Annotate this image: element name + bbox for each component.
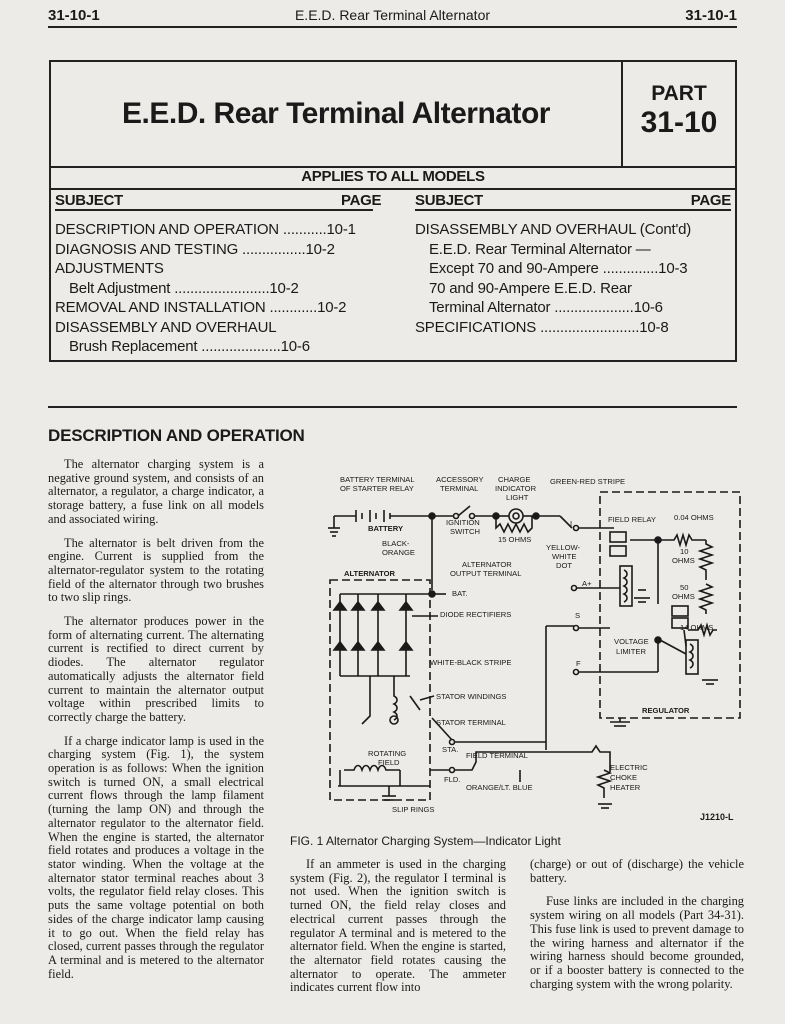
left-column [48,458,264,991]
label-accessory: ACCESSORY [436,475,484,484]
toc-right [415,220,735,337]
label-s: S [575,611,581,620]
toc-item: DESCRIPTION AND OPERATION ...........10-1 [55,221,356,238]
label-004-ohms: 0.04 OHMS [674,513,714,522]
label-orange-blue: ORANGE/LT. BLUE [466,783,533,792]
label-15-ohms: 15 OHMS [498,535,532,544]
label-voltage: VOLTAGE [614,637,649,646]
paragraph: If an ammeter is used in the charging system (Fig. 2), the regulator I terminal is not used. When the ignition switch is turned ON, the field relay closes and electrical current passes through the regulator A terminal and is metered to the alternator field. When the engine is started, the alternator field rotates causing the alternator to operate. The ammeter indicates current flow into [290,857,506,995]
page-header-left: PAGE [341,192,382,209]
label-stator-windings: STATOR WINDINGS [436,692,507,701]
label-green-red: GREEN-RED STRIPE [550,477,626,486]
label-ignition: IGNITION [446,518,480,527]
part-box [623,62,735,168]
section-divider [48,406,737,408]
toc-item: Belt Adjustment ........................10-2 [69,279,299,297]
title-block [49,60,737,362]
middle-column [290,858,506,1005]
label-battery-terminal: BATTERY TERMINAL [340,475,415,484]
label-regulator: REGULATOR [642,706,690,715]
label-10-ohms: OHMS [672,556,695,565]
label-choke: CHOKE [610,773,638,782]
toc-header-row [51,188,735,211]
label-10: 10 [680,547,689,556]
paragraph: The alternator produces power in the form of alternating current. The alternating current is rectified to direct current by diodes. The alternator regulator automatically adjusts the alternator field current to maintain the alternator output voltage within prescribed limits to correctly charge the battery. [48,614,264,724]
running-header [48,4,737,28]
label-alternator: ALTERNATOR [344,569,396,578]
label-light: LIGHT [506,493,529,502]
toc-item: Except 70 and 90-Ampere ..............10-3 [429,260,688,277]
label-limiter: LIMITER [616,647,646,656]
label-electric: ELECTRIC [610,763,648,772]
label-diode-rectifiers: DIODE RECTIFIERS [440,610,512,619]
running-title: E.E.D. Rear Terminal Alternator [294,7,491,23]
subject-header-left: SUBJECT [55,192,123,209]
label-starter-relay: OF STARTER RELAY [340,484,414,493]
toc-item: 70 and 90-Ampere E.E.D. Rear [429,279,632,297]
label-sta: STA. [442,745,459,754]
charging-system-diagram [320,470,750,820]
page-number-right: 31-10-1 [685,6,737,24]
toc-item: DISASSEMBLY AND OVERHAUL [55,318,277,336]
part-number: 31-10 [640,106,718,139]
toc-item: Brush Replacement ....................10-6 [69,338,310,355]
label-black: BLACK- [382,539,410,548]
diode-array [334,594,412,676]
label-accessory-terminal: TERMINAL [440,484,479,493]
toc-item: REMOVAL AND INSTALLATION ............10-2 [55,299,347,316]
label-50-ohms: OHMS [672,592,695,601]
label-orange: ORANGE [382,548,415,557]
paragraph: (charge) or out of (discharge) the vehicle battery. [530,857,744,885]
label-battery: BATTERY [368,524,404,533]
label-white: WHITE [552,552,577,561]
toc-item: SPECIFICATIONS .........................10-8 [415,318,669,336]
section-heading: DESCRIPTION AND OPERATION [48,426,305,445]
page-header-right: PAGE [690,192,731,209]
toc-item: DISASSEMBLY AND OVERHAUL (Cont'd) [415,221,692,238]
toc-item: Terminal Alternator ....................10-6 [429,299,663,316]
label-f: F [576,659,581,668]
toc-item: E.E.D. Rear Terminal Alternator — [429,240,651,258]
applies-line: APPLIES TO ALL MODELS [301,168,485,185]
label-indicator: INDICATOR [495,484,537,493]
page-number-left: 31-10-1 [48,6,100,24]
subject-header-right: SUBJECT [415,192,483,209]
part-label: PART [651,82,707,105]
paragraph: Fuse links are included in the charging system wiring on all models (Part 34-31). This fuse link is used to prevent damage to the wiring harness and alternator if the wiring harness should become grounded, or if a booster battery is connected to the charging system with the wrong polarity. [530,894,744,991]
label-alt-output-1: ALTERNATOR [462,560,512,569]
paragraph: The alternator is belt driven from the engine. Current is supplied from the alternator-regulator system to the rotating field of the alternator through two brushes to two slip rings. [48,535,264,605]
page-title: E.E.D. Rear Terminal Alternator [51,62,623,168]
label-white-black: WHITE-BLACK STRIPE [430,658,512,667]
label-slip-rings: SLIP RINGS [392,805,435,814]
label-14-ohms: 14 OHMS [680,623,714,632]
toc-item: ADJUSTMENTS [55,260,164,277]
label-bat: BAT. [452,589,468,598]
label-dot: DOT [556,561,573,570]
label-50: 50 [680,583,689,592]
label-heater: HEATER [610,783,641,792]
label-switch: SWITCH [450,527,480,536]
paragraph: The alternator charging system is a negative ground system, and consists of an alternator, a regulator, a charge indicator, a storage battery, a fuse link on all models and associated wiring. [48,457,264,526]
right-column [530,858,744,1001]
label-field-relay: FIELD RELAY [608,515,656,524]
figure-caption: FIG. 1 Alternator Charging System—Indicator Light [290,834,561,848]
label-stator-terminal: STATOR TERMINAL [436,718,506,727]
label-yellow: YELLOW- [546,543,581,552]
toc-item: DIAGNOSIS AND TESTING ................10-2 [55,240,335,258]
label-field-terminal: FIELD TERMINAL [466,751,528,760]
label-field: FIELD [378,758,400,767]
figure-code: J1210-L [700,812,734,822]
toc-left [55,220,375,357]
label-fld: FLD. [444,775,461,784]
label-i: I [570,519,573,528]
label-alt-output-2: OUTPUT TERMINAL [450,569,522,578]
paragraph: If a charge indicator lamp is used in the charging system (Fig. 1), the system operation is as follows: When the ignition switch is turned ON, a small electrical current flows through the lamp filament (turning the lamp ON) and through the alternator regulator to the alternator field. When the engine is started, the alternator field rotates and produces a voltage in the stator winding. When the voltage at the alternator stator terminal reaches about 3 volts, the regulator field relay closes. This puts the same voltage potential on both sides of the charge indicator lamp causing it to go out. When the field relay has closed, current passes through the regulator A terminal and is metered to the alternator field. [48,733,264,981]
label-a: A+ [582,579,592,588]
label-charge: CHARGE [498,475,531,484]
label-rotating: ROTATING [368,749,407,758]
